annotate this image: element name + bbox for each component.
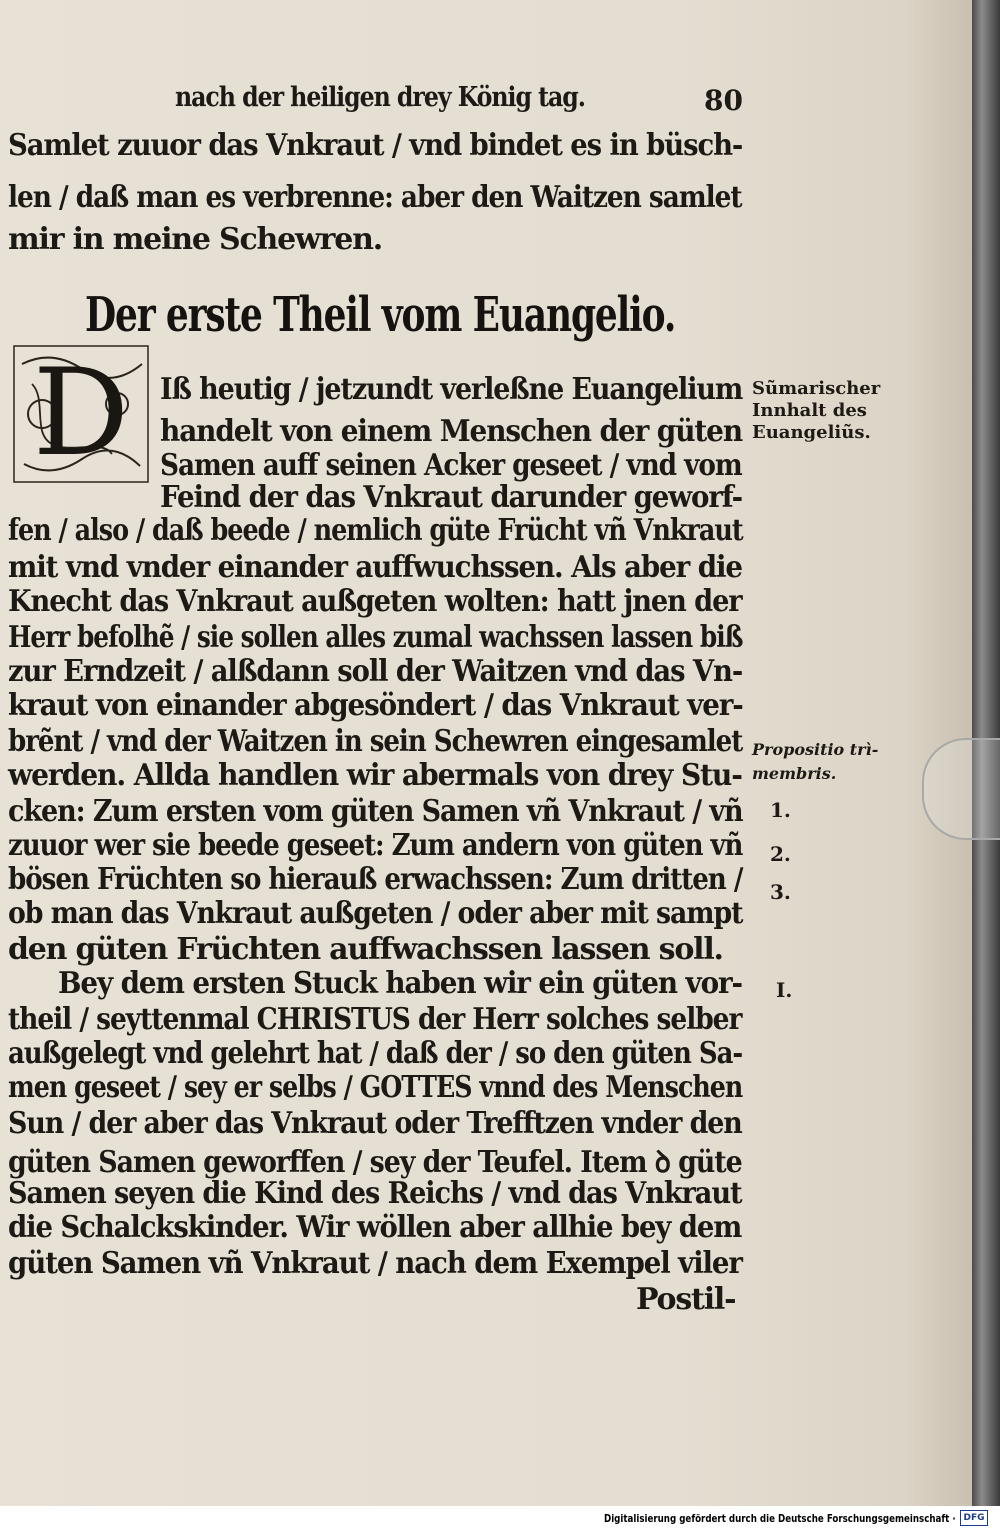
marginal-number: 3. [770, 880, 791, 904]
text-line: cken: Zum ersten vom güten Samen vñ Vnkraut / vñ [8, 794, 743, 829]
marginal-note: Innhalt des [752, 400, 867, 421]
text-line: Samen auff seinen Acker geseet / vnd vom [160, 448, 742, 483]
marginal-note: Propositio trì- [752, 740, 879, 759]
section-heading: Der erste Theil vom Euangelio. [85, 287, 676, 343]
marginal-note: Sũmarischer [752, 378, 881, 399]
text-line: men geseet / sey er selbs / GOTTES vnnd des Menschen [8, 1070, 743, 1105]
text-line: Sun / der aber das Vnkraut oder Trefftzen vnder den [8, 1106, 742, 1141]
text-line: außgelegt vnd gelehrt hat / daß der / so den güten Sa- [8, 1036, 743, 1071]
text-line: zuuor wer sie beede geseet: Zum andern von güten vñ [8, 828, 743, 863]
folio-number: 80 [704, 84, 743, 117]
text-line: Iß heutig / jetzundt verleßne Euangelium [160, 372, 743, 407]
text-line: len / daß man es verbrenne: aber den Waitzen samlet [8, 180, 742, 215]
text-line: fen / also / daß beede / nemlich güte Frücht vñ Vnkraut [8, 513, 743, 548]
text-line: den güten Früchten auffwachssen lassen soll. [8, 932, 723, 967]
text-line: mit vnd vnder einander auffwuchssen. Als aber die [8, 550, 742, 585]
digitization-credit: Digitalisierung gefördert durch die Deutsche Forschungsgemeinschaft · [604, 1512, 956, 1525]
text-line: mir in meine Schewren. [8, 222, 383, 257]
text-line: güten Samen geworffen / sey der Teufel. Item ꝺ güte [8, 1145, 742, 1180]
text-line: ob man das Vnkraut außgeten / oder aber mit sampt [8, 896, 743, 931]
catchword: Postil- [636, 1282, 736, 1317]
text-line: die Schalckskinder. Wir wöllen aber allhie bey dem [8, 1210, 742, 1245]
text-line: werden. Allda handlen wir abermals von drey Stu- [8, 758, 742, 793]
text-line: kraut von einander abgesöndert / das Vnkraut ver- [8, 688, 743, 723]
drop-cap-letter: D [32, 344, 130, 483]
text-line: Samlet zuuor das Vnkraut / vnd bindet es in büsch- [8, 128, 743, 163]
decorated-initial [12, 344, 150, 484]
text-line: bösen Früchten so hierauß erwachssen: Zum dritten / [8, 862, 743, 897]
text-line: güten Samen vñ Vnkraut / nach dem Exempel viler [8, 1246, 742, 1281]
text-line: brẽnt / vnd der Waitzen in sein Schewren eingesamlet [8, 724, 743, 759]
text-line: theil / seyttenmal CHRISTUS der Herr solches selber [8, 1002, 742, 1037]
text-line: zur Erndzeit / alßdann soll der Waitzen vnd das Vn- [8, 654, 743, 689]
running-header: nach der heiligen drey König tag. [175, 82, 585, 113]
text-line: Knecht das Vnkraut außgeten wolten: hatt jnen der [8, 584, 742, 619]
text-line: Samen seyen die Kind des Reichs / vnd das Vnkraut [8, 1176, 742, 1211]
marginal-number: 1. [770, 798, 791, 822]
marginal-number: I. [776, 978, 793, 1002]
page-clip [922, 738, 1000, 840]
text-line: handelt von einem Menschen der güten [160, 414, 743, 449]
marginal-note: membris. [752, 764, 837, 783]
dfg-logo: DFG [960, 1510, 988, 1526]
marginal-note: Euangeliũs. [752, 422, 871, 443]
text-line: Feind der das Vnkraut darunder geworf- [160, 480, 742, 515]
text-line: Bey dem ersten Stuck haben wir ein güten vor- [58, 966, 742, 1001]
text-line: Herr befolhẽ / sie sollen alles zumal wachssen lassen biß [8, 620, 743, 655]
marginal-number: 2. [770, 842, 791, 866]
